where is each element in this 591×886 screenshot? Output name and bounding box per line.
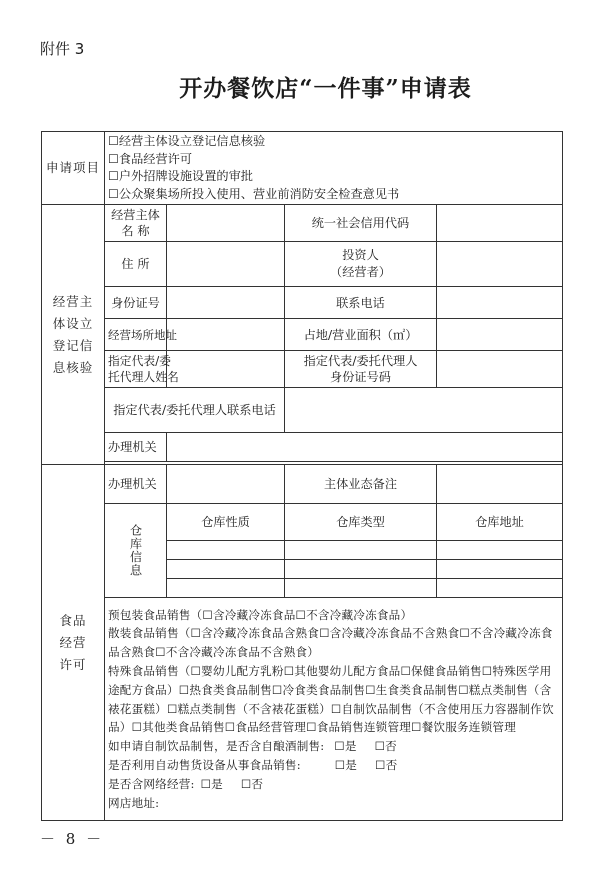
- warehouse-type-cell[interactable]: [285, 579, 437, 598]
- special-food-line[interactable]: 特殊食品销售（☐婴幼儿配方乳粉☐其他婴幼儿配方食品☐保健食品销售☐特殊医学用途配方食品）☐热食类食品制售☐冷食类食品制售☐生食类食品制售☐糕点类制售（含裱花蛋糕）☐糕点类制售（不含裱花蛋糕）☐自制饮品制售（不含使用压力容器制作饮品）☐其他类食品销售☐食品经营管理☐食品销售连锁管理☐餐饮服务连锁管理: [108, 664, 554, 735]
- apply-items-row: [42, 132, 563, 205]
- option-food-license[interactable]: ☐食品经营许可: [108, 151, 193, 166]
- agent-name-line2: 托代理人姓名: [108, 370, 179, 384]
- residence-value[interactable]: [167, 242, 285, 287]
- option-entity-verification[interactable]: ☐经营主体设立登记信息核验: [108, 134, 266, 148]
- record-note-value[interactable]: [437, 465, 563, 504]
- bulk-food-line[interactable]: 散装食品销售（☐含冷藏冷冻食品含熟食☐含冷藏冷冻食品不含熟食☐不含冷藏冷冻食品含熟食☐不含冷藏冷冻食品不含熟食）: [108, 626, 553, 660]
- option-fire-safety-inspection[interactable]: ☐公众聚集场所投入使用、营业前消防安全检查意见书: [108, 186, 400, 201]
- business-address-label: 经营场所地址: [105, 319, 167, 351]
- self-brew-yes-checkbox[interactable]: ☐是: [334, 739, 357, 754]
- agent-id-label: [285, 351, 437, 388]
- business-address-value[interactable]: [167, 319, 285, 351]
- registration-section-text: 经营主体设立登记信息核验: [52, 293, 94, 375]
- food-agency-value[interactable]: [167, 465, 285, 504]
- investor-label: [285, 242, 437, 287]
- online-no-checkbox[interactable]: ☐否: [240, 776, 264, 791]
- entity-name-label: [105, 205, 167, 242]
- credit-code-label: 统一社会信用代码: [285, 205, 437, 242]
- agent-name-label: [105, 351, 179, 388]
- online-question: [108, 775, 559, 794]
- page-title: 开办餐饮店“一件事”申请表: [179, 75, 472, 102]
- warehouse-address-cell[interactable]: [437, 541, 563, 560]
- agent-id-line1: 指定代表/委托代理人: [303, 354, 418, 368]
- area-value[interactable]: [437, 319, 563, 351]
- agent-phone-label: 指定代表/委托代理人联系电话: [105, 388, 285, 433]
- phone-label: 联系电话: [285, 287, 437, 319]
- warehouse-nature-cell[interactable]: [167, 560, 285, 579]
- agent-phone-value[interactable]: [285, 388, 563, 433]
- food-license-section-text: 食品经营许可: [59, 612, 87, 672]
- agent-name-line1: 指定代表/委: [108, 354, 171, 368]
- agent-id-value[interactable]: [437, 351, 563, 388]
- entity-name-line2: 名 称: [121, 224, 150, 238]
- food-license-section-label: [42, 465, 105, 821]
- page-number: － 8 －: [40, 830, 105, 848]
- apply-items-options: [105, 132, 563, 205]
- vending-no-checkbox[interactable]: ☐否: [374, 757, 398, 772]
- prepackaged-food-line[interactable]: 预包装食品销售（☐含冷藏冷冻食品☐不含冷藏冷冻食品）: [108, 607, 413, 622]
- warehouse-type-cell[interactable]: [285, 560, 437, 579]
- investor-value[interactable]: [437, 242, 563, 287]
- food-categories-cell: [105, 598, 563, 821]
- registration-agency-value[interactable]: [167, 433, 563, 462]
- area-label: 占地/营业面积（㎡）: [285, 319, 437, 351]
- credit-code-value[interactable]: [437, 205, 563, 242]
- online-yes-checkbox[interactable]: ☐是: [200, 776, 223, 791]
- food-agency-label: 办理机关: [105, 465, 167, 504]
- id-number-value[interactable]: [167, 287, 285, 319]
- attachment-label: 附件 3: [40, 40, 85, 58]
- agent-id-line2: 身份证号码: [330, 370, 391, 384]
- residence-label: 住 所: [105, 242, 167, 287]
- warehouse-nature-header: 仓库性质: [167, 504, 285, 541]
- self-brew-question-text: 如申请自制饮品制售，是否含自酿酒制售:: [108, 739, 325, 754]
- self-brew-no-checkbox[interactable]: ☐否: [374, 739, 397, 754]
- warehouse-nature-cell[interactable]: [167, 541, 285, 560]
- warehouse-address-cell[interactable]: [437, 579, 563, 598]
- agent-name-value[interactable]: [167, 351, 285, 388]
- warehouse-type-header: 仓库类型: [285, 504, 437, 541]
- phone-value[interactable]: [437, 287, 563, 319]
- vending-yes-checkbox[interactable]: ☐是: [334, 757, 358, 772]
- self-brew-question: [108, 737, 559, 756]
- warehouse-label-cell: [105, 504, 167, 598]
- online-question-text: 是否含网络经营:: [108, 776, 195, 791]
- entity-name-value[interactable]: [167, 205, 285, 242]
- vending-question: [108, 756, 559, 775]
- investor-line2: （经营者）: [330, 265, 391, 279]
- apply-items-label: 申请项目: [42, 132, 105, 205]
- investor-line1: 投资人: [342, 248, 379, 262]
- warehouse-address-header: 仓库地址: [437, 504, 563, 541]
- entity-name-line1: 经营主体: [111, 208, 160, 222]
- option-signboard-approval[interactable]: ☐户外招牌设施设置的审批: [108, 169, 253, 183]
- application-form-table: [41, 131, 563, 821]
- record-note-label: 主体业态备注: [285, 465, 437, 504]
- warehouse-type-cell[interactable]: [285, 541, 437, 560]
- warehouse-label: 仓库信息: [128, 524, 143, 577]
- warehouse-address-cell[interactable]: [437, 560, 563, 579]
- registration-section-label: [42, 205, 105, 465]
- online-store-address[interactable]: 网店地址:: [108, 795, 160, 810]
- warehouse-nature-cell[interactable]: [167, 579, 285, 598]
- id-number-label: 身份证号: [105, 287, 167, 319]
- vending-question-text: 是否利用自动售货设备从事食品销售:: [108, 757, 301, 772]
- registration-agency-label: 办理机关: [105, 433, 167, 462]
